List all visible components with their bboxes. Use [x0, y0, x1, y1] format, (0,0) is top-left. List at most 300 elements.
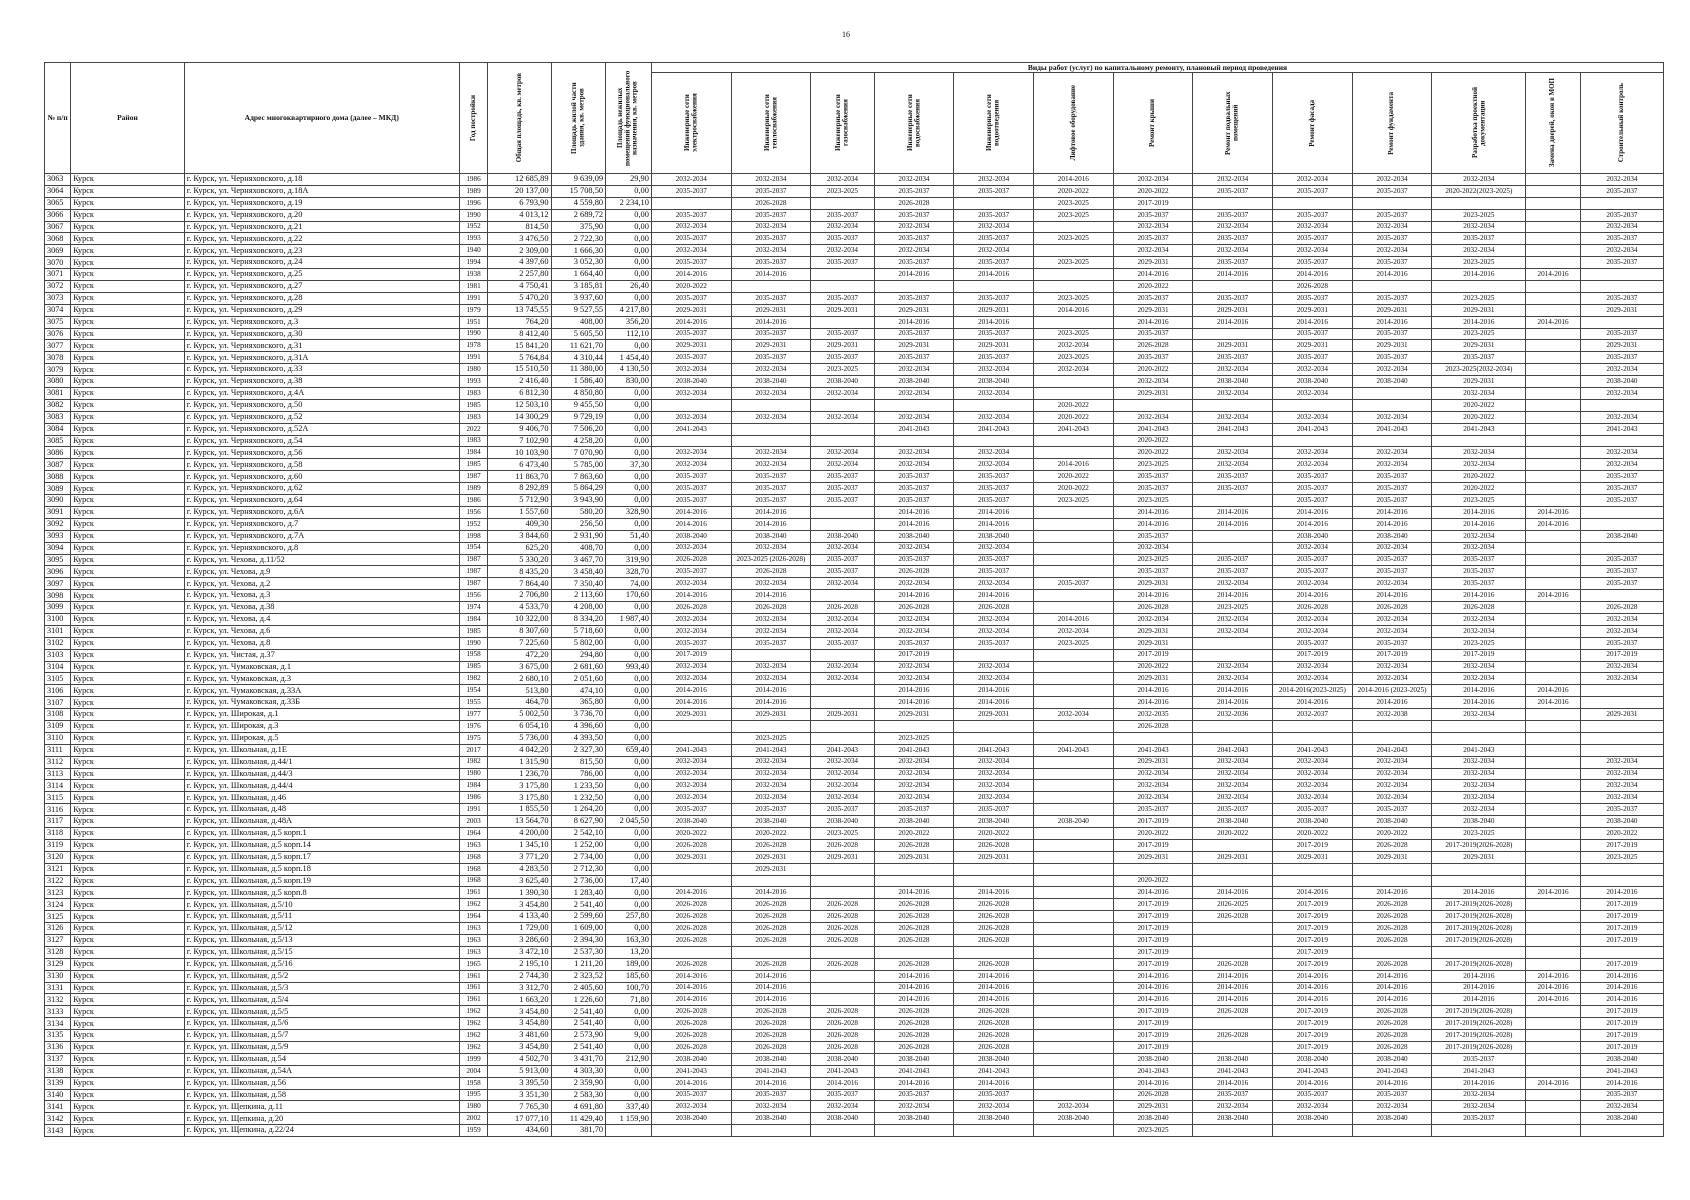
work-period-cell: [1580, 197, 1663, 209]
work-period-cell: 2026-2028: [954, 935, 1034, 947]
work-period-cell: [1352, 732, 1432, 744]
district-cell: Курск: [71, 923, 185, 935]
work-period-cell: [1033, 780, 1113, 792]
table-row: [45, 1006, 1664, 1018]
work-period-cell: 2032-2034: [1352, 780, 1432, 792]
district-cell: Курск: [71, 637, 185, 649]
work-period-cell: 2017-2019(2026-2028): [1432, 839, 1526, 851]
work-period-cell: [1526, 197, 1581, 209]
total-area-cell: 3 286,60: [488, 935, 551, 947]
address-cell: г. Курск, ул. Школьная, д.5/9: [184, 1042, 459, 1054]
work-period-cell: 2014-2016: [1526, 970, 1581, 982]
address-cell: г. Курск, ул. Черняховского, д.54: [184, 435, 459, 447]
nonliving-area-cell: 0,00: [606, 221, 652, 233]
total-area-cell: 3 481,60: [488, 1030, 551, 1042]
work-period-cell: 2014-2016: [731, 982, 811, 994]
address-cell: г. Курск, ул. Щепкина, д.11: [184, 1101, 459, 1113]
table-row: [45, 174, 1664, 186]
work-period-cell: [1526, 958, 1581, 970]
address-cell: г. Курск, ул. Черняховского, д.64: [184, 495, 459, 507]
work-period-cell: [1033, 887, 1113, 899]
work-period-cell: 2032-2034: [1432, 221, 1526, 233]
table-row: [45, 982, 1664, 994]
work-period-cell: 2041-2043: [1432, 423, 1526, 435]
living-area-cell: 2 359,90: [551, 1077, 606, 1089]
work-period-cell: 2035-2037: [811, 495, 874, 507]
district-cell: Курск: [71, 1089, 185, 1101]
year-cell: 1987: [459, 566, 487, 578]
work-period-cell: 2020-2022: [731, 827, 811, 839]
nonliving-area-cell: 0,00: [606, 388, 652, 400]
total-area-cell: 1 663,20: [488, 994, 551, 1006]
work-period-cell: 2014-2016: [1352, 994, 1432, 1006]
work-period-cell: [811, 281, 874, 293]
work-period-cell: 2014-2016: [1113, 518, 1193, 530]
work-period-cell: [731, 435, 811, 447]
table-row: [45, 483, 1664, 495]
work-period-cell: [1526, 792, 1581, 804]
work-period-cell: [811, 970, 874, 982]
work-period-cell: 2014-2016: [1352, 970, 1432, 982]
work-period-cell: 2032-2034: [1352, 174, 1432, 186]
living-area-cell: 2 327,30: [551, 744, 606, 756]
year-cell: 1958: [459, 1077, 487, 1089]
work-period-cell: 2035-2037: [874, 233, 954, 245]
row-number: 3071: [45, 269, 71, 281]
work-period-cell: 2020-2022: [1113, 827, 1193, 839]
header-year: Год постройки: [459, 63, 487, 174]
year-cell: 1976: [459, 720, 487, 732]
nonliving-area-cell: 9,00: [606, 1030, 652, 1042]
work-period-cell: 2038-2040: [1193, 816, 1273, 828]
work-period-cell: 2032-2034: [874, 447, 954, 459]
work-period-cell: 2017-2019: [651, 649, 731, 661]
work-period-cell: 2014-2016: [1113, 887, 1193, 899]
work-period-cell: 2017-2019: [1113, 649, 1193, 661]
living-area-cell: 7 070,90: [551, 447, 606, 459]
work-period-cell: 2020-2022: [1113, 281, 1193, 293]
work-period-cell: 2032-2034: [1580, 768, 1663, 780]
work-period-cell: 2032-2034: [954, 661, 1034, 673]
work-period-cell: 2038-2040: [874, 1053, 954, 1065]
work-period-cell: [1580, 316, 1663, 328]
year-cell: 1984: [459, 780, 487, 792]
work-period-cell: [1033, 970, 1113, 982]
work-period-cell: 2032-2034: [1352, 364, 1432, 376]
work-period-cell: 2035-2037: [954, 554, 1034, 566]
work-period-cell: 2038-2040: [651, 376, 731, 388]
living-area-cell: 3 185,81: [551, 281, 606, 293]
work-period-cell: 2032-2034: [811, 768, 874, 780]
work-period-cell: 2026-2025: [1193, 899, 1273, 911]
table-row: [45, 352, 1664, 364]
work-period-cell: 2014-2016: [1273, 887, 1353, 899]
row-number: 3115: [45, 792, 71, 804]
address-cell: г. Курск, ул. Школьная, д.56: [184, 1077, 459, 1089]
nonliving-area-cell: 0,00: [606, 340, 652, 352]
table-row: [45, 459, 1664, 471]
header-work-4: Инженерные сети водоотведения: [954, 73, 1034, 174]
year-cell: 1986: [459, 174, 487, 186]
work-period-cell: [1526, 542, 1581, 554]
district-cell: Курск: [71, 602, 185, 614]
district-cell: Курск: [71, 518, 185, 530]
work-period-cell: 2014-2016: [1526, 518, 1581, 530]
work-period-cell: 2035-2037: [1273, 637, 1353, 649]
work-period-cell: 2035-2037: [954, 1089, 1034, 1101]
district-cell: Курск: [71, 530, 185, 542]
work-period-cell: 2014-2016: [731, 887, 811, 899]
work-period-cell: 2041-2043: [874, 423, 954, 435]
total-area-cell: 3 771,20: [488, 851, 551, 863]
work-period-cell: 2026-2028: [1352, 923, 1432, 935]
total-area-cell: 1 390,30: [488, 887, 551, 899]
year-cell: 1963: [459, 935, 487, 947]
work-period-cell: 2026-2028: [874, 958, 954, 970]
work-period-cell: 2035-2037: [874, 257, 954, 269]
work-period-cell: 2029-2031: [954, 851, 1034, 863]
district-cell: Курск: [71, 316, 185, 328]
work-period-cell: 2014-2016: [1580, 994, 1663, 1006]
address-cell: г. Курск, ул. Черняховского, д.29: [184, 304, 459, 316]
work-period-cell: 2035-2037: [1352, 566, 1432, 578]
total-area-cell: 3 476,50: [488, 233, 551, 245]
work-period-cell: 2032-2034: [954, 411, 1034, 423]
living-area-cell: 9 729,19: [551, 411, 606, 423]
work-period-cell: 2020-2022: [1432, 399, 1526, 411]
work-period-cell: 2035-2037: [1273, 471, 1353, 483]
work-period-cell: 2014-2016: [954, 316, 1034, 328]
work-period-cell: 2014-2016: [1352, 590, 1432, 602]
work-period-cell: 2032-2034: [651, 578, 731, 590]
work-period-cell: 2026-2028: [651, 1018, 731, 1030]
nonliving-area-cell: 112,10: [606, 328, 652, 340]
work-period-cell: [1033, 994, 1113, 1006]
district-cell: Курск: [71, 423, 185, 435]
work-period-cell: 2032-2034: [651, 613, 731, 625]
living-area-cell: 580,20: [551, 506, 606, 518]
year-cell: 1962: [459, 899, 487, 911]
work-period-cell: 2035-2037: [651, 185, 731, 197]
district-cell: Курск: [71, 1053, 185, 1065]
work-period-cell: 2032-2034: [1432, 661, 1526, 673]
district-cell: Курск: [71, 566, 185, 578]
work-period-cell: [874, 875, 954, 887]
work-period-cell: [1033, 221, 1113, 233]
table-row: [45, 1042, 1664, 1054]
table-row: [45, 899, 1664, 911]
header-living-area: Площадь жилой части здания, кв. метров: [551, 63, 606, 174]
work-period-cell: 2032-2034: [1352, 768, 1432, 780]
work-period-cell: [1526, 411, 1581, 423]
work-period-cell: 2014-2016: [1432, 697, 1526, 709]
work-period-cell: [1526, 388, 1581, 400]
work-period-cell: 2017-2019: [1580, 649, 1663, 661]
work-period-cell: 2032-2034: [1113, 542, 1193, 554]
row-number: 3107: [45, 697, 71, 709]
work-period-cell: 2032-2034: [874, 625, 954, 637]
table-row: [45, 744, 1664, 756]
total-area-cell: 5 712,90: [488, 495, 551, 507]
work-period-cell: 2026-2028: [1432, 602, 1526, 614]
row-number: 3094: [45, 542, 71, 554]
work-period-cell: 2029-2031: [1432, 851, 1526, 863]
work-period-cell: 2032-2034: [811, 221, 874, 233]
work-period-cell: 2035-2037: [1352, 185, 1432, 197]
work-period-cell: 2023-2025: [1033, 233, 1113, 245]
work-period-cell: [1033, 732, 1113, 744]
row-number: 3082: [45, 399, 71, 411]
work-period-cell: [1352, 435, 1432, 447]
address-cell: г. Курск, ул. Школьная, д.5/15: [184, 946, 459, 958]
work-period-cell: 2035-2037: [731, 804, 811, 816]
work-period-cell: 2014-2016 (2023-2025): [1352, 685, 1432, 697]
work-period-cell: 2014-2016: [1432, 887, 1526, 899]
work-period-cell: 2032-2034: [651, 221, 731, 233]
row-number: 3130: [45, 970, 71, 982]
address-cell: г. Курск, ул. Школьная, д.5/11: [184, 911, 459, 923]
work-period-cell: [811, 732, 874, 744]
work-period-cell: [651, 720, 731, 732]
work-period-cell: 2014-2016: [1526, 887, 1581, 899]
work-period-cell: 2032-2034: [731, 459, 811, 471]
nonliving-area-cell: 0,00: [606, 649, 652, 661]
living-area-cell: 2 541,40: [551, 1006, 606, 1018]
year-cell: 1965: [459, 958, 487, 970]
year-cell: 1986: [459, 495, 487, 507]
work-period-cell: 2032-2034: [954, 364, 1034, 376]
work-period-cell: [811, 982, 874, 994]
work-period-cell: 2032-2034: [1193, 221, 1273, 233]
district-cell: Курск: [71, 625, 185, 637]
work-period-cell: 2032-2034: [731, 578, 811, 590]
work-period-cell: 2029-2031: [1352, 304, 1432, 316]
work-period-cell: [1526, 530, 1581, 542]
work-period-cell: 2014-2016: [651, 590, 731, 602]
work-period-cell: 2035-2037: [954, 637, 1034, 649]
work-period-cell: [1526, 625, 1581, 637]
address-cell: г. Курск, ул. Черняховского, д.20: [184, 209, 459, 221]
work-period-cell: 2032-2034: [954, 245, 1034, 257]
work-period-cell: 2032-2034: [1580, 661, 1663, 673]
address-cell: г. Курск, ул. Черняховского, д.23: [184, 245, 459, 257]
district-cell: Курск: [71, 399, 185, 411]
work-period-cell: [1033, 685, 1113, 697]
work-period-cell: 2035-2037: [811, 352, 874, 364]
work-period-cell: 2041-2043: [651, 1065, 731, 1077]
work-period-cell: 2032-2034: [874, 221, 954, 233]
work-period-cell: 2029-2031: [731, 304, 811, 316]
work-period-cell: 2032-2034: [651, 792, 731, 804]
living-area-cell: 7 506,20: [551, 423, 606, 435]
work-period-cell: 2026-2028: [731, 197, 811, 209]
work-period-cell: 2035-2037: [1033, 578, 1113, 590]
table-row: [45, 495, 1664, 507]
work-period-cell: [1033, 982, 1113, 994]
work-period-cell: 2026-2028: [731, 958, 811, 970]
work-period-cell: 2035-2037: [1352, 804, 1432, 816]
work-period-cell: 2035-2037: [811, 804, 874, 816]
address-cell: г. Курск, ул. Школьная, д.5/4: [184, 994, 459, 1006]
year-cell: 1998: [459, 530, 487, 542]
work-period-cell: 2032-2034: [874, 756, 954, 768]
header-work-12: Строительный контроль: [1580, 73, 1663, 174]
district-cell: Курск: [71, 411, 185, 423]
address-cell: г. Курск, ул. Черняховского, д.19: [184, 197, 459, 209]
nonliving-area-cell: 0,00: [606, 685, 652, 697]
work-period-cell: 2026-2028: [731, 935, 811, 947]
living-area-cell: 3 431,70: [551, 1053, 606, 1065]
work-period-cell: 2014-2016: [651, 316, 731, 328]
district-cell: Курск: [71, 174, 185, 186]
district-cell: Курск: [71, 958, 185, 970]
work-period-cell: 2014-2016: [1526, 1077, 1581, 1089]
work-period-cell: [874, 720, 954, 732]
work-period-cell: [811, 685, 874, 697]
address-cell: г. Курск, ул. Черняховского, д.3: [184, 316, 459, 328]
work-period-cell: 2032-2034: [1352, 661, 1432, 673]
address-cell: г. Курск, ул. Школьная, д.5/13: [184, 935, 459, 947]
work-period-cell: 2032-2034: [1273, 792, 1353, 804]
row-number: 3116: [45, 804, 71, 816]
work-period-cell: [811, 994, 874, 1006]
work-period-cell: 2032-2038: [1352, 709, 1432, 721]
work-period-cell: [1033, 447, 1113, 459]
table-row: [45, 673, 1664, 685]
work-period-cell: 2032-2034: [954, 221, 1034, 233]
work-period-cell: 2017-2019: [1580, 1042, 1663, 1054]
work-period-cell: [811, 197, 874, 209]
work-period-cell: 2032-2034: [1273, 459, 1353, 471]
row-number: 3113: [45, 768, 71, 780]
work-period-cell: 2014-2016: [731, 697, 811, 709]
header-district: Район: [71, 63, 185, 174]
table-row: [45, 1125, 1664, 1137]
work-period-cell: 2035-2037: [731, 483, 811, 495]
work-period-cell: 2029-2031: [1273, 304, 1353, 316]
district-cell: Курск: [71, 935, 185, 947]
work-period-cell: [1580, 720, 1663, 732]
header-work-11: Замена дверей, окон в МОП: [1526, 73, 1581, 174]
work-period-cell: 2032-2034: [731, 364, 811, 376]
total-area-cell: 4 200,00: [488, 827, 551, 839]
work-period-cell: 2032-2034: [954, 174, 1034, 186]
row-number: 3127: [45, 935, 71, 947]
nonliving-area-cell: 0,00: [606, 732, 652, 744]
work-period-cell: 2026-2028: [1352, 911, 1432, 923]
work-period-cell: 2035-2037: [874, 292, 954, 304]
work-period-cell: [1193, 923, 1273, 935]
work-period-cell: 2032-2034: [1432, 613, 1526, 625]
row-number: 3136: [45, 1042, 71, 1054]
work-period-cell: [1352, 875, 1432, 887]
work-period-cell: 2032-2034: [1580, 388, 1663, 400]
work-period-cell: 2017-2019(2026-2028): [1432, 935, 1526, 947]
work-period-cell: 2041-2043: [811, 1065, 874, 1077]
work-period-cell: 2041-2043: [731, 744, 811, 756]
work-period-cell: 2014-2016: [1273, 518, 1353, 530]
work-period-cell: 2032-2034: [731, 1101, 811, 1113]
work-period-cell: 2032-2034: [811, 447, 874, 459]
table-row: [45, 970, 1664, 982]
work-period-cell: 2032-2034: [811, 411, 874, 423]
year-cell: 2003: [459, 816, 487, 828]
row-number: 3066: [45, 209, 71, 221]
total-area-cell: 3 312,70: [488, 982, 551, 994]
nonliving-area-cell: 0,00: [606, 495, 652, 507]
work-period-cell: 2035-2037: [1113, 804, 1193, 816]
work-period-cell: 2014-2016: [1113, 1077, 1193, 1089]
year-cell: 1961: [459, 887, 487, 899]
work-period-cell: [1033, 281, 1113, 293]
work-period-cell: [1273, 720, 1353, 732]
work-period-cell: 2032-2034: [1352, 221, 1432, 233]
header-works-group: Виды работ (услуг) по капитальному ремонту, плановый период проведения: [651, 63, 1663, 73]
table-row: [45, 281, 1664, 293]
work-period-cell: [1526, 744, 1581, 756]
living-area-cell: 2 681,60: [551, 661, 606, 673]
work-period-cell: 2014-2016: [1432, 269, 1526, 281]
work-period-cell: 2035-2037: [1580, 804, 1663, 816]
work-period-cell: 2029-2031: [811, 340, 874, 352]
living-area-cell: 2 051,60: [551, 673, 606, 685]
work-period-cell: [1526, 804, 1581, 816]
work-period-cell: 2014-2016: [1432, 590, 1526, 602]
work-period-cell: 2029-2031: [954, 340, 1034, 352]
work-period-cell: 2014-2016: [874, 994, 954, 1006]
work-period-cell: 2026-2028: [811, 899, 874, 911]
district-cell: Курск: [71, 697, 185, 709]
work-period-cell: 2032-2034: [651, 661, 731, 673]
row-number: 3128: [45, 946, 71, 958]
work-period-cell: [1033, 911, 1113, 923]
year-cell: 1990: [459, 209, 487, 221]
table-row: [45, 340, 1664, 352]
address-cell: г. Курск, ул. Чехова, д.8: [184, 637, 459, 649]
work-period-cell: 2014-2016: [874, 506, 954, 518]
work-period-cell: 2017-2019: [1113, 1018, 1193, 1030]
table-row: [45, 1101, 1664, 1113]
work-period-cell: [1033, 863, 1113, 875]
work-period-cell: 2035-2037: [1352, 233, 1432, 245]
nonliving-area-cell: 0,00: [606, 697, 652, 709]
work-period-cell: 2020-2022: [1113, 364, 1193, 376]
work-period-cell: 2035-2037: [731, 209, 811, 221]
table-row: [45, 257, 1664, 269]
work-period-cell: 2038-2040: [1352, 1053, 1432, 1065]
year-cell: 1954: [459, 542, 487, 554]
year-cell: 1962: [459, 1042, 487, 1054]
work-period-cell: 2032-2034: [811, 174, 874, 186]
work-period-cell: 2014-2016: [651, 269, 731, 281]
work-period-cell: [874, 399, 954, 411]
nonliving-area-cell: 0,00: [606, 923, 652, 935]
work-period-cell: [1352, 399, 1432, 411]
work-period-cell: [1033, 756, 1113, 768]
total-area-cell: 3 175,80: [488, 780, 551, 792]
row-number: 3064: [45, 185, 71, 197]
address-cell: г. Курск, ул. Черняховского, д.30: [184, 328, 459, 340]
address-cell: г. Курск, ул. Широкая, д.1: [184, 709, 459, 721]
work-period-cell: 2035-2037: [1193, 471, 1273, 483]
work-period-cell: 2026-2028: [811, 1030, 874, 1042]
work-period-cell: 2023-2025: [1033, 197, 1113, 209]
work-period-cell: 2014-2016: [1526, 506, 1581, 518]
work-period-cell: [1033, 804, 1113, 816]
work-period-cell: 2035-2037: [651, 352, 731, 364]
work-period-cell: 2023-2025: [1033, 495, 1113, 507]
work-period-cell: 2035-2037: [1580, 471, 1663, 483]
